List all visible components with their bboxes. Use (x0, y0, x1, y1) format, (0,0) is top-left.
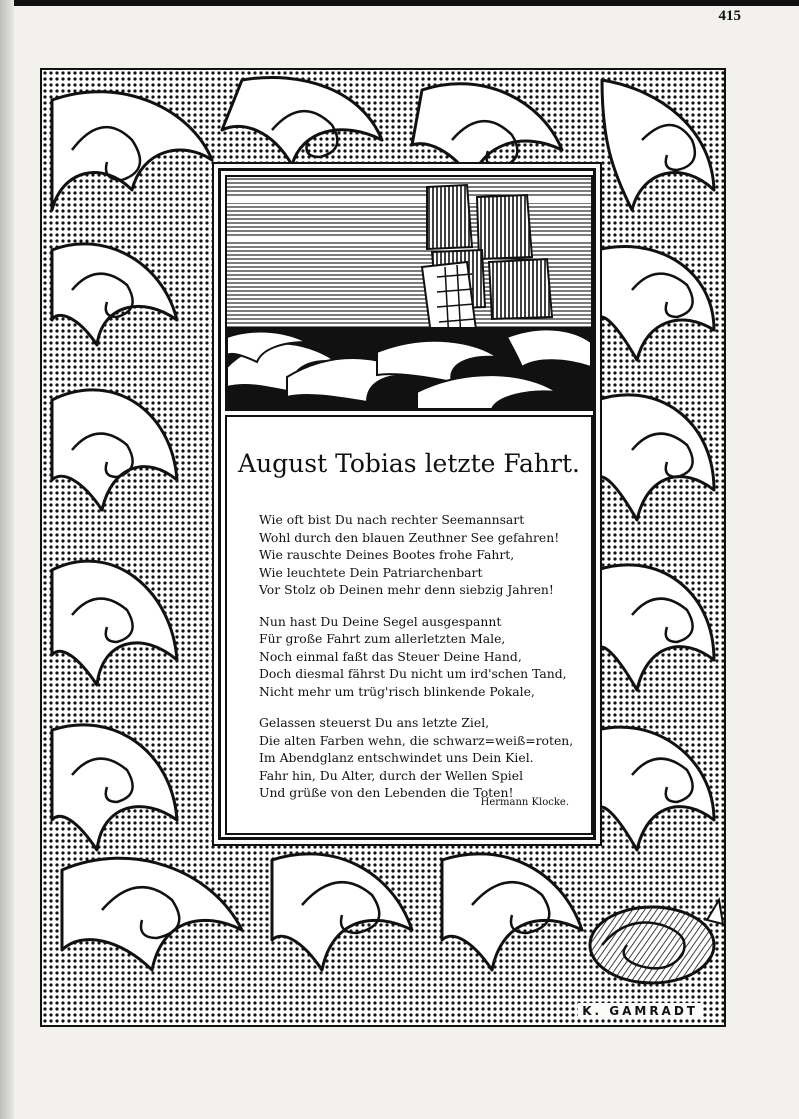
artist-signature: K. GAMRADT (578, 1003, 702, 1019)
poem-line: Vor Stolz ob Deinen mehr denn siebzig Jahren! (259, 582, 554, 597)
poem-line: Wohl durch den blauen Zeuthner See gefahren! (259, 529, 560, 545)
poem-line: Die alten Farben wehn, die schwarz=weiß=roten, (259, 732, 574, 748)
poem-line: Doch diesmal fährst Du nicht um ird'schen Tand, (259, 666, 567, 681)
page-number: 415 (718, 8, 741, 24)
poem-line: Nicht mehr um trüg'risch blinkende Pokale, (259, 683, 535, 699)
sailing-ship-icon (227, 177, 591, 409)
poem-line: Im Abendglanz entschwindet uns Dein Kiel. (259, 750, 534, 765)
stanza (259, 511, 579, 599)
poem-line: Wie leuchtete Dein Patriarchenbart (259, 564, 483, 580)
central-panel (218, 168, 596, 840)
poem-line: Und grüße von den Lebenden die Toten! (259, 785, 514, 800)
poem-line: Nun hast Du Deine Segel ausgespannt (259, 613, 502, 629)
ornamental-border (40, 68, 726, 1027)
ship-illustration (225, 175, 593, 411)
poem-line: Fahr hin, Du Alter, durch der Wellen Spiel (259, 767, 524, 783)
stanza (259, 613, 579, 701)
page-top-edge (0, 0, 799, 6)
stanza (259, 714, 579, 802)
poem-line: Wie rauschte Deines Bootes frohe Fahrt, (259, 547, 515, 562)
poem-line: Gelassen steuerst Du ans letzte Ziel, (259, 715, 490, 730)
poem-author: Hermann Klocke. (480, 797, 569, 808)
page-binding-shadow (0, 0, 14, 1119)
poem-panel (225, 415, 593, 835)
poem-title: August Tobias letzte Fahrt. (238, 449, 580, 478)
poem-line: Für große Fahrt zum allerletzten Male, (259, 631, 506, 646)
poem-line: Wie oft bist Du nach rechter Seemannsart (259, 512, 525, 527)
poem-body (259, 511, 579, 816)
poem-line: Noch einmal faßt das Steuer Deine Hand, (259, 648, 522, 664)
